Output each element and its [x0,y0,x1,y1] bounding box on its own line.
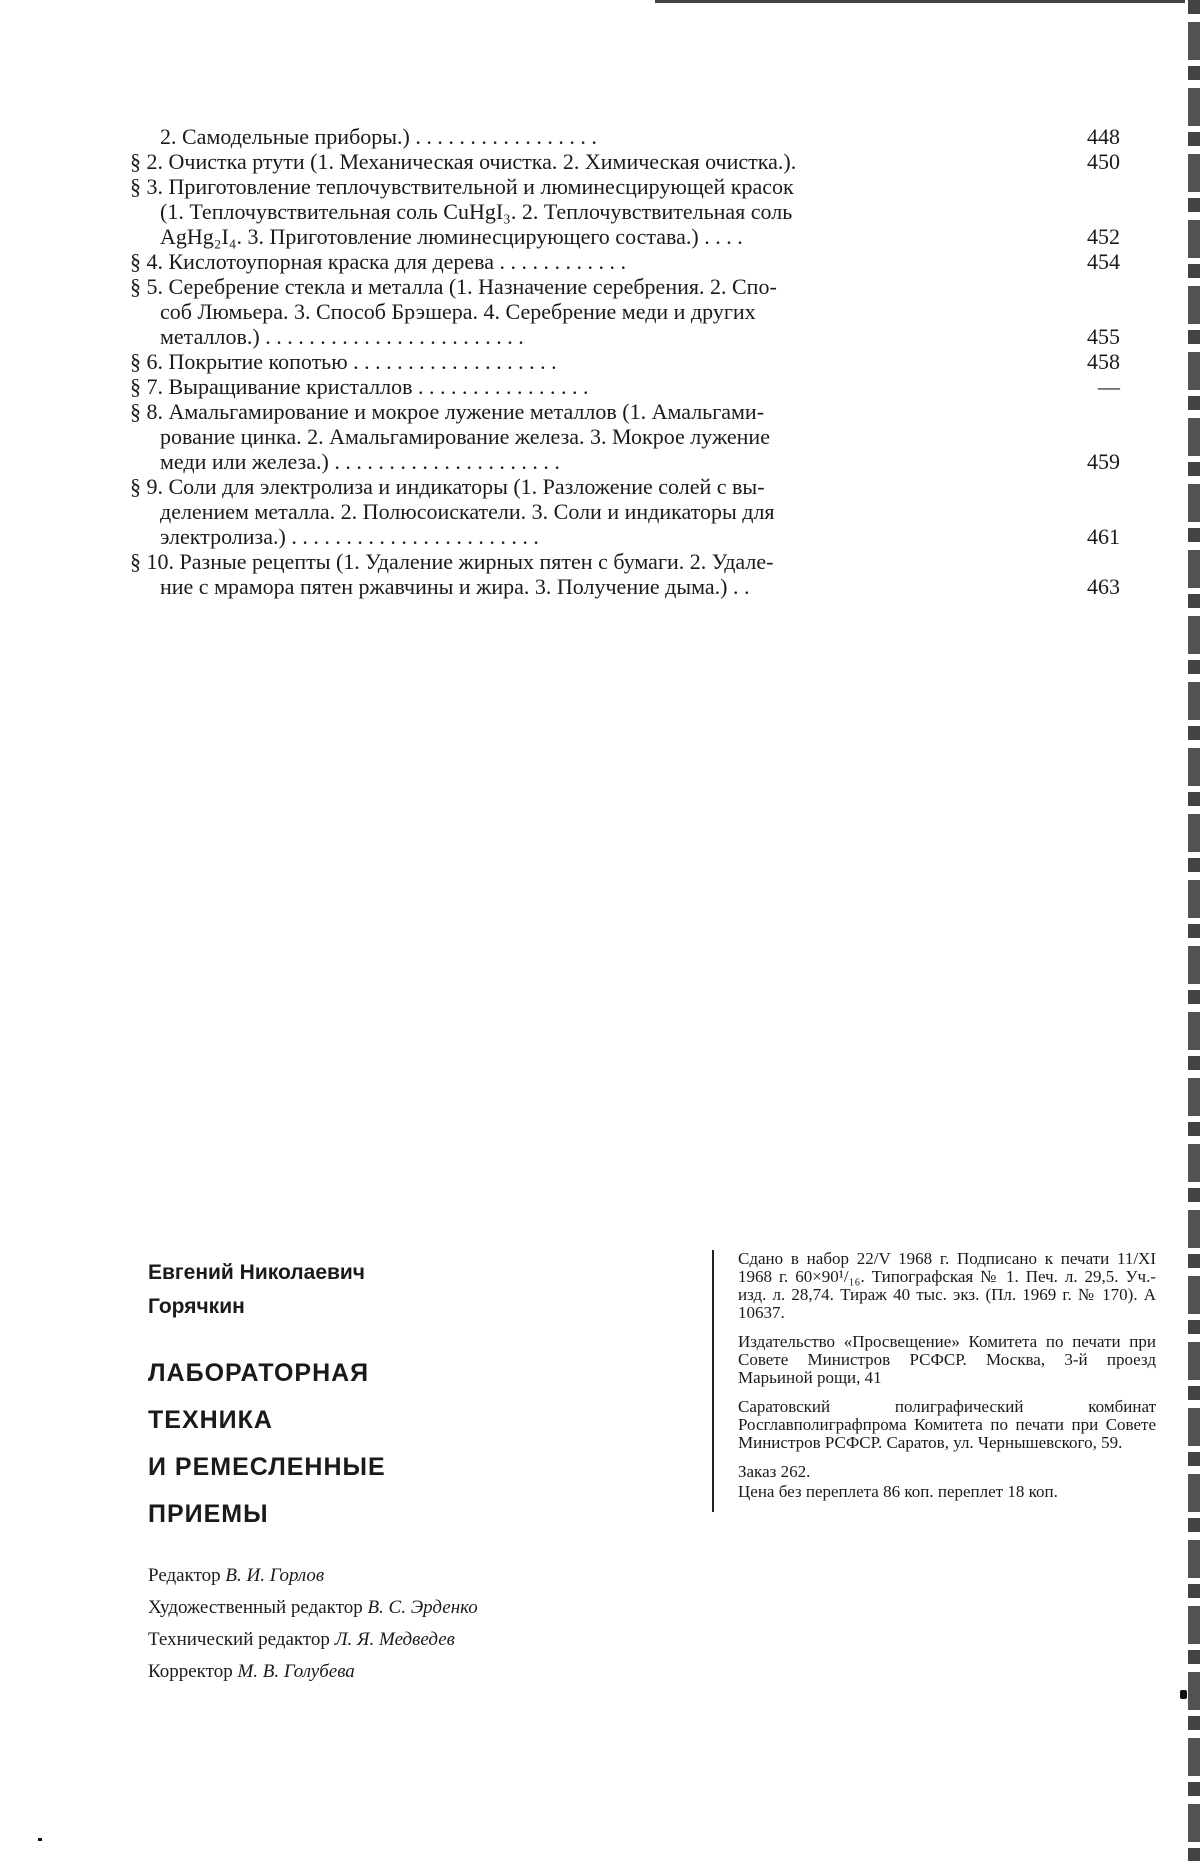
toc-entry-line: ние с мрамора пятен ржавчины и жира. 3. Получение дыма.) . . [160,574,750,599]
book-title-line: ЛАБОРАТОРНАЯ [148,1359,370,1387]
toc-entry-line: соб Люмьера. 3. Способ Брэшера. 4. Серебрение меди и других [160,299,756,324]
table-of-contents [130,124,1120,599]
toc-page-number: 452 [1087,224,1120,249]
toc-entry-line: (1. Теплочувствительная соль CuHgI₃. 2. Теплочувствительная соль [160,199,793,224]
toc-page-number: 459 [1087,449,1120,474]
page-edge-top [655,0,1185,3]
toc-entry-line: § 2. Очистка ртути (1. Механическая очистка. 2. Химическая очистка.). [130,149,797,174]
toc-entry-text [130,474,1030,549]
toc-entry [130,474,1120,549]
imprint-price: Цена без переплета 86 коп. переплет 18 коп. [738,1482,1058,1501]
toc-entry-text [130,174,1030,249]
imprint-publisher: Издательство «Просвещение» Комитета по печати при Совете Министров РСФСР. Москва, 3-й проезд Марьиной рощи, 41 [738,1332,1156,1387]
toc-entry [130,374,1120,399]
print-speck [1180,1690,1187,1699]
toc-entry-line: металлов.) . . . . . . . . . . . . . . . . . . . . . . . . [160,324,524,349]
page-edge-right [1188,0,1200,1861]
toc-entry [130,249,1120,274]
toc-entry-text [130,399,1030,474]
imprint-printing-details: Сдано в набор 22/V 1968 г. Подписано к печати 11/XI 1968 г. 60×90¹/₁₆. Типографская № 1. Печ. л. 29,5. Уч.-изд. л. 28,74. Тираж 40 тыс. экз. (Пл. 1969 г. № 170). А 10637. [738,1249,1156,1322]
toc-entry [130,174,1120,249]
toc-entry-line: меди или железа.) . . . . . . . . . . . . . . . . . . . . . [160,449,560,474]
toc-entry-line: электролиза.) . . . . . . . . . . . . . . . . . . . . . . . [160,524,539,549]
toc-entry [130,274,1120,349]
book-title [148,1350,628,1538]
toc-entry-line: § 7. Выращивание кристаллов . . . . . . . . . . . . . . . . [130,374,589,399]
toc-entry-text [130,349,1030,374]
toc-entry-line: § 4. Кислотоупорная краска для дерева . . . . . . . . . . . . [130,249,627,274]
toc-page-number: — [1098,374,1120,399]
toc-page-number: 461 [1087,524,1120,549]
toc-page-number: 455 [1087,324,1120,349]
book-title-line: И РЕМЕСЛЕННЫЕ [148,1453,386,1481]
colophon-left [148,1256,628,1688]
book-title-line: ТЕХНИКА [148,1406,273,1434]
toc-entry-text [130,124,1030,149]
toc-entry-line: § 5. Серебрение стекла и металла (1. Назначение серебрения. 2. Спо- [130,274,777,299]
print-speck [38,1838,42,1841]
toc-entry-text [130,549,1030,599]
toc-entry-line: § 8. Амальгамирование и мокрое лужение металлов (1. Амальгами- [130,399,765,424]
toc-entry [130,149,1120,174]
toc-entry [130,124,1120,149]
toc-entry [130,399,1120,474]
toc-entry-line: § 3. Приготовление теплочувствительной и люминесцирующей красок [130,174,794,199]
author-first-name: Евгений Николаевич [148,1261,366,1284]
credit-tech-editor: Технический редактор Л. Я. Медведев [148,1629,455,1650]
credit-art-editor: Художественный редактор В. С. Эрденко [148,1597,478,1618]
toc-entry-line: 2. Самодельные приборы.) . . . . . . . . . . . . . . . . . [160,124,597,149]
toc-page-number: 458 [1087,349,1120,374]
toc-entry [130,549,1120,599]
toc-page-number: 448 [1087,124,1120,149]
book-title-line: ПРИЕМЫ [148,1500,269,1528]
toc-page-number: 450 [1087,149,1120,174]
toc-page-number: 454 [1087,249,1120,274]
toc-entry-text [130,149,1030,174]
toc-page-number: 463 [1087,574,1120,599]
toc-entry-line: делением металла. 2. Полюсоискатели. 3. Соли и индикаторы для [160,499,775,524]
imprint-block [712,1250,1156,1512]
imprint-order: Заказ 262. [738,1462,811,1481]
credit-editor: Редактор В. И. Горлов [148,1565,325,1586]
toc-entry-line: рование цинка. 2. Амальгамирование железа. 3. Мокрое лужение [160,424,770,449]
credits [148,1560,628,1688]
imprint-printer: Саратовский полиграфический комбинат Росглавполиграфпрома Комитета по печати при Совете Министров РСФСР. Саратов, ул. Чернышевского, 59. [738,1397,1156,1452]
toc-entry [130,349,1120,374]
credit-proofreader: Корректор М. В. Голубева [148,1661,355,1682]
toc-entry-text [130,249,1030,274]
toc-entry-line: § 6. Покрытие копотью . . . . . . . . . . . . . . . . . . . [130,349,557,374]
toc-entry-text [130,374,1030,399]
author-last-name: Горячкин [148,1295,245,1318]
toc-entry-line: § 9. Соли для электролиза и индикаторы (1. Разложение солей с вы- [130,474,765,499]
toc-entry-line: AgHg₂I₄. 3. Приготовление люминесцирующего состава.) . . . . [160,224,743,249]
toc-entry-line: § 10. Разные рецепты (1. Удаление жирных пятен с бумаги. 2. Удале- [130,549,774,574]
toc-entry-text [130,274,1030,349]
